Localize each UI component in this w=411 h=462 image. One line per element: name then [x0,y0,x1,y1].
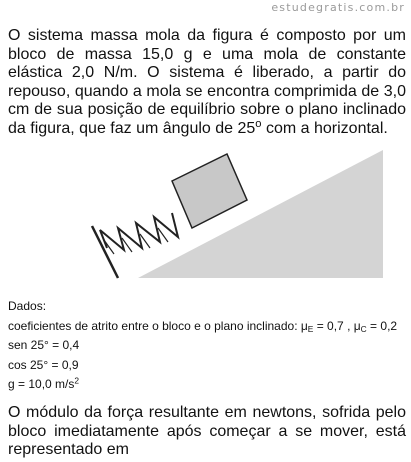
mass-block [172,154,247,228]
friction-coefficients: coeficientes de atrito entre o bloco e o plano inclinado: $\mu_E = 0,7$ , $\mu_C = 0,2$ [8,318,398,334]
given-title: Dados: [8,299,47,313]
sine-value: sen 25° = 0,4 [8,338,80,352]
mu-static-subscript: E [307,323,314,334]
given-data [8,297,408,395]
spring-coils [100,213,178,250]
problem-statement [8,27,406,138]
spring-mass-incline-figure [80,150,390,295]
mu-kinetic-value: = 0,2 [366,318,398,333]
spring [100,213,178,254]
gravity-value: g = 10,0 $m/s^2$ [8,375,80,391]
degree-mark: o [255,117,262,130]
cosine-value: cos 25° = 0,9 [8,357,79,372]
problem-text: O sistema massa mola da figura é composto por um bloco de massa 15,0 g e uma mola de constante elástica 2,0 N/m. O sistema é liberado, a partir do repouso, quando a mola se encontra comprimida de 3,0 cm de sua posição de equilíbrio sobre o plano inclinado da figura, que faz um ângulo de 25 [8,27,406,137]
mu-kinetic-subscript: C [360,323,367,334]
incline-diagram [80,150,390,290]
mu-symbol-2: μ [353,318,361,333]
mu-symbol: μ [300,318,308,333]
question-text: O módulo da força resultante em newtons, sofrida pelo bloco imediatamente após começar a se mover, está representado em [8,404,406,458]
inclined-plane [138,150,383,278]
mu-static-value: = 0,7 , [313,318,354,333]
gravity-exponent: 2 [74,375,80,386]
watermark-text: estudegratis.com.br [271,1,405,14]
problem-text-end: com a horizontal. [261,119,388,137]
